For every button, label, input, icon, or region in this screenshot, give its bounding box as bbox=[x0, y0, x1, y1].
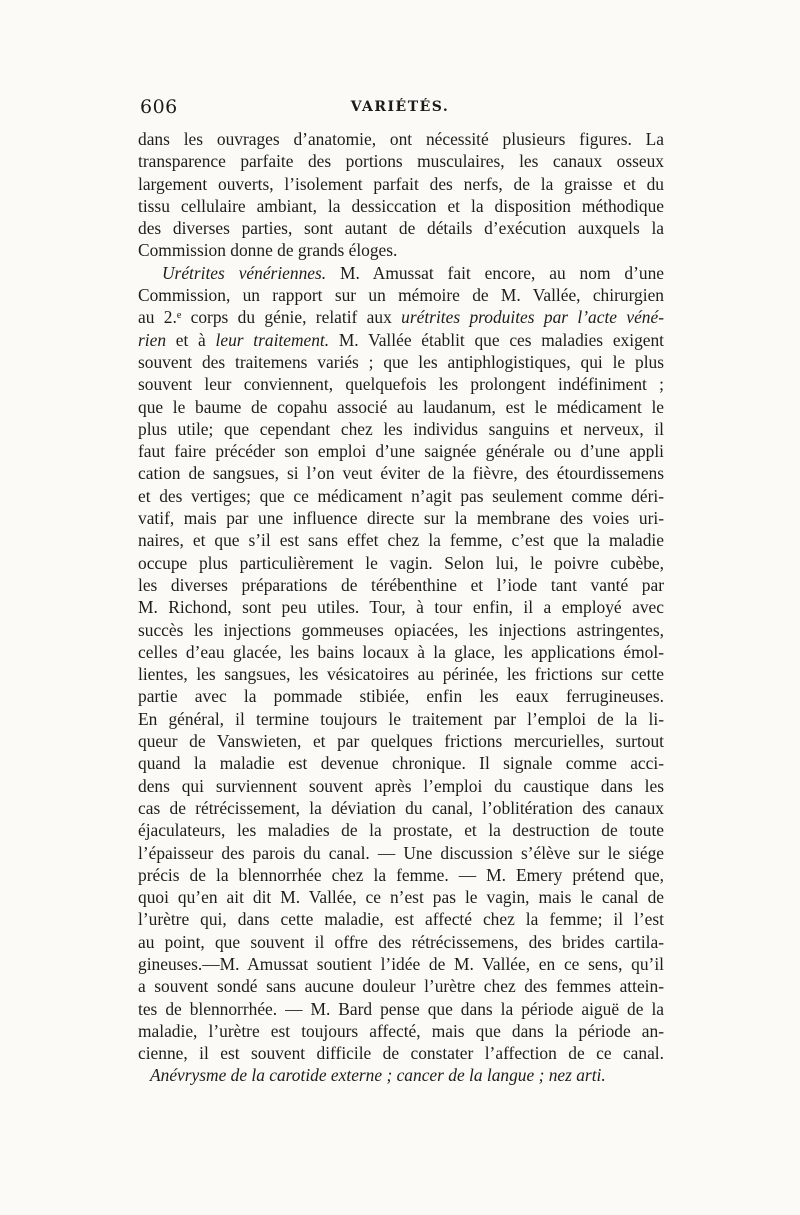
text-line bbox=[138, 462, 664, 484]
text-line bbox=[138, 931, 664, 953]
text-segment: cienne, il est souvent difficile de constater l’affection de ce canal. bbox=[138, 1043, 664, 1064]
text-line bbox=[138, 730, 664, 752]
running-head: VARIÉTÉS. bbox=[350, 99, 450, 115]
text-segment: tes de blennorrhée. — M. Bard pense que dans la période aiguë de la bbox=[138, 998, 664, 1019]
text-line bbox=[138, 708, 664, 730]
text-line bbox=[138, 485, 664, 507]
text-line bbox=[138, 998, 664, 1020]
text-segment: En général, il termine toujours le traitement par l’emploi de la li- bbox=[138, 708, 664, 729]
text-segment: des diverses parties, sont autant de détails d’exécution auxquels la bbox=[138, 218, 664, 239]
text-segment: transparence parfaite des portions musculaires, les canaux osseux bbox=[138, 151, 664, 172]
text-line bbox=[138, 284, 664, 306]
text-line bbox=[138, 351, 664, 373]
text-segment: au 2.ᵉ corps du génie, relatif aux bbox=[138, 307, 402, 328]
text-line bbox=[138, 440, 664, 462]
text-segment: les diverses préparations de térébenthine et l’iode tant vanté par bbox=[138, 574, 664, 595]
text-line bbox=[138, 842, 664, 864]
text-segment: cation de sangsues, si l’on veut éviter de la fièvre, des étourdissemens bbox=[138, 463, 664, 484]
text-segment: succès les injections gommeuses opiacées, les injections astringentes, bbox=[138, 619, 664, 640]
text-segment: souvent leur conviennent, quelquefois les prolongent indéfiniment ; bbox=[138, 374, 664, 395]
text-segment: a souvent sondé sans aucune douleur l’urètre chez des femmes attein- bbox=[138, 976, 664, 997]
text-segment: M. Richond, sont peu utiles. Tour, à tour enfin, il a employé avec bbox=[138, 597, 664, 618]
text-line bbox=[138, 239, 664, 261]
text-segment: largement ouverts, l’isolement parfait des nerfs, de la graisse et du bbox=[138, 173, 664, 194]
page-header bbox=[140, 96, 660, 120]
text-line bbox=[138, 663, 664, 685]
text-segment: éjaculateurs, les maladies de la prostate, et la destruction de toute bbox=[138, 820, 664, 841]
text-line bbox=[138, 908, 664, 930]
text-line bbox=[138, 775, 664, 797]
text-segment: cas de rétrécissement, la déviation du canal, l’oblitération des canaux bbox=[138, 797, 664, 818]
text-segment: maladie, l’urètre est toujours affecté, mais que dans la période an- bbox=[138, 1020, 664, 1041]
text-line bbox=[138, 641, 664, 663]
italic-text: rien bbox=[138, 329, 167, 350]
text-line bbox=[138, 195, 664, 217]
text-segment: queur de Vanswieten, et par quelques frictions mercurielles, surtout bbox=[138, 731, 664, 752]
text-segment: M. Vallée établit que ces maladies exigent bbox=[329, 329, 665, 350]
text-line bbox=[138, 529, 664, 551]
text-segment: Commission donne de grands éloges. bbox=[138, 240, 398, 261]
text-segment: plus utile; que cependant chez les individus sanguins et nerveux, il bbox=[138, 418, 664, 439]
text-segment: naires, et que s’il est sans effet chez la femme, c’est que la maladie bbox=[138, 530, 664, 551]
text-segment: gineuses.—M. Amussat soutient l’idée de M. Vallée, en ce sens, qu’il bbox=[138, 953, 664, 974]
text-segment: souvent des traitemens variés ; que les antiphlogistiques, qui le plus bbox=[138, 351, 664, 372]
text-line bbox=[138, 953, 664, 975]
text-line bbox=[138, 797, 664, 819]
text-line bbox=[138, 150, 664, 172]
text-segment: que le baume de copahu associé au laudanum, est le médicament le bbox=[138, 396, 664, 417]
text-segment: quand la maladie est devenue chronique. Il signale comme acci- bbox=[138, 753, 664, 774]
text-line bbox=[138, 819, 664, 841]
text-segment: quoi qu’en ait dit M. Vallée, ce n’est pas le vagin, mais le canal de bbox=[138, 887, 664, 908]
text-segment: faut faire précéder son emploi d’une saignée générale ou d’une appli bbox=[138, 441, 664, 462]
italic-text: Anévrysme de la carotide externe ; cancer de la langue ; nez arti. bbox=[150, 1065, 606, 1086]
text-segment: l’épaisseur des parois du canal. — Une discussion s’élève sur le siége bbox=[138, 842, 664, 863]
text-line bbox=[138, 685, 664, 707]
text-line bbox=[138, 1042, 664, 1064]
italic-text: urétrites produites par l’acte véné- bbox=[401, 307, 665, 328]
text-line bbox=[138, 864, 664, 886]
text-line bbox=[138, 975, 664, 997]
text-segment: précis de la blennorrhée chez la femme. — M. Emery prétend que, bbox=[138, 864, 664, 885]
body-text bbox=[138, 128, 664, 1087]
text-line bbox=[138, 396, 664, 418]
page-number: 606 bbox=[140, 96, 178, 118]
text-segment: dens qui surviennent souvent après l’emploi du caustique dans les bbox=[138, 775, 664, 796]
text-line bbox=[138, 418, 664, 440]
text-segment: dans les ouvrages d’anatomie, ont nécessité plusieurs figures. La bbox=[138, 129, 664, 149]
text-line bbox=[138, 752, 664, 774]
text-line bbox=[138, 373, 664, 395]
text-segment: lientes, les sangsues, les vésicatoires au périnée, les frictions sur cette bbox=[138, 664, 664, 685]
text-segment: partie avec la pommade stibiée, enfin les eaux ferrugineuses. bbox=[138, 686, 664, 707]
text-line bbox=[138, 507, 664, 529]
text-segment: M. Amussat fait encore, au nom d’une bbox=[326, 262, 664, 283]
text-segment: celles d’eau glacée, les bains locaux à la glace, les applications émol- bbox=[138, 641, 664, 662]
text-segment: Commission, un rapport sur un mémoire de M. Vallée, chirurgien bbox=[138, 285, 664, 306]
italic-text: Urétrites vénériennes. bbox=[162, 262, 327, 283]
text-line bbox=[138, 1020, 664, 1042]
text-line bbox=[138, 886, 664, 908]
text-segment: vatif, mais par une influence directe sur la membrane des voies uri- bbox=[138, 508, 664, 529]
text-line bbox=[138, 173, 664, 195]
text-segment: et à bbox=[166, 329, 216, 350]
text-line bbox=[138, 596, 664, 618]
text-line bbox=[138, 306, 664, 328]
text-segment: et des vertiges; que ce médicament n’agit pas seulement comme déri- bbox=[138, 485, 664, 506]
text-line bbox=[138, 329, 664, 351]
text-line bbox=[138, 619, 664, 641]
text-line bbox=[138, 552, 664, 574]
text-line bbox=[138, 262, 664, 284]
text-line bbox=[138, 574, 664, 596]
italic-text: leur traitement. bbox=[215, 329, 330, 350]
text-line bbox=[138, 217, 664, 239]
text-line bbox=[138, 128, 664, 150]
text-segment: tissu cellulaire ambiant, la dessiccation et la disposition méthodique bbox=[138, 195, 664, 216]
text-segment: occupe plus particulièrement le vagin. Selon lui, le poivre cubèbe, bbox=[138, 552, 664, 573]
text-segment: au point, que souvent il offre des rétrécissemens, des brides cartila- bbox=[138, 931, 664, 952]
section-heading-line bbox=[138, 1064, 664, 1086]
text-segment: l’urètre qui, dans cette maladie, est affecté chez la femme; il l’est bbox=[138, 909, 664, 930]
